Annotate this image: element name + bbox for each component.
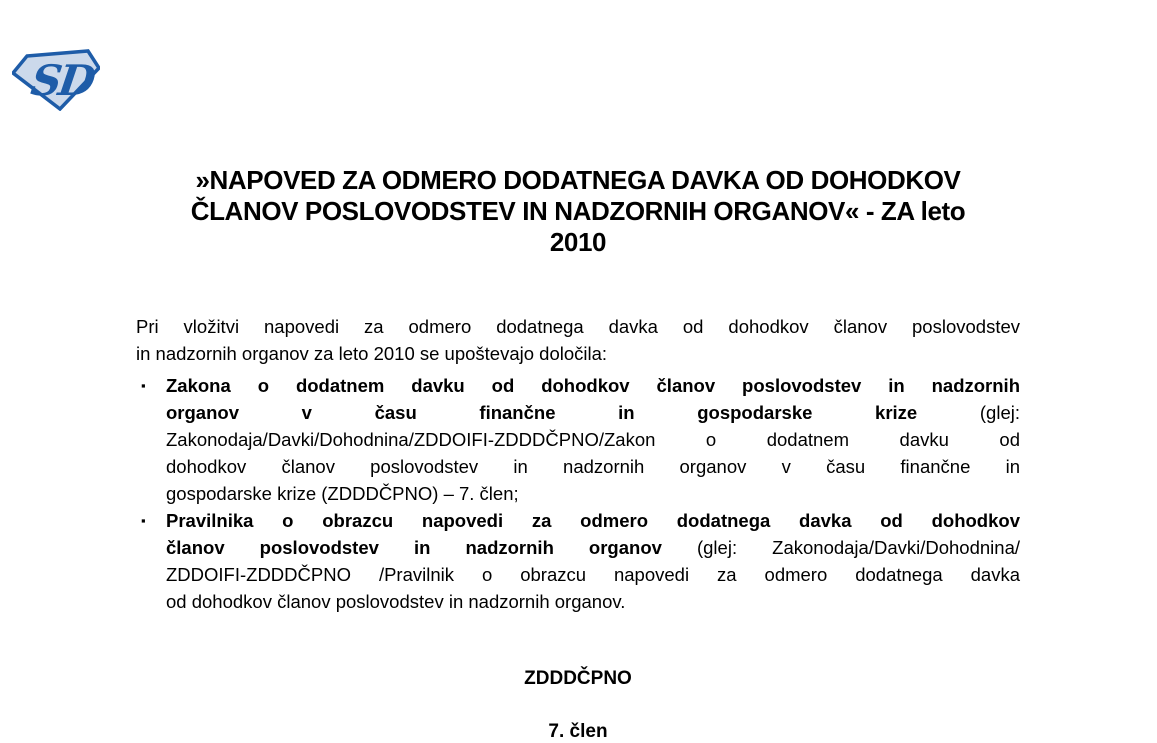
act-abbreviation-heading: ZDDDČPNO bbox=[524, 668, 632, 689]
text-line: ZDDOIFI-ZDDDČPNO /Pravilnik o obrazcu napovedi za odmero dodatnega davka bbox=[166, 564, 1020, 585]
text-line: organov v času finančne in gospodarske krize (glej: bbox=[166, 402, 1020, 423]
text-line: Pravilnika o obrazcu napovedi za odmero dodatnega davka od dohodkov bbox=[166, 510, 1020, 531]
document-body bbox=[136, 0, 1020, 743]
article-heading: 7. člen bbox=[548, 721, 608, 742]
bullet-text bbox=[166, 507, 1020, 615]
document-title bbox=[136, 165, 1020, 258]
text-line: gospodarske krize (ZDDDČPNO) – 7. člen; bbox=[166, 483, 519, 504]
title-line: ČLANOV POSLOVODSTEV IN NADZORNIH ORGANOV« - ZA leto bbox=[190, 196, 966, 226]
text-line: Zakonodaja/Davki/Dohodnina/ZDDOIFI-ZDDDČPNO/Zakon o dodatnem davku od bbox=[166, 429, 1020, 450]
bullet-square-icon: ▪ bbox=[141, 378, 146, 393]
title-line: 2010 bbox=[549, 227, 607, 257]
intro-paragraph bbox=[136, 313, 1020, 367]
logo-monogram: SD bbox=[28, 55, 96, 105]
text-line: od dohodkov članov poslovodstev in nadzornih organov. bbox=[166, 591, 626, 612]
text-line: dohodkov članov poslovodstev in nadzornih organov v času finančne in bbox=[166, 456, 1020, 477]
bullet-item bbox=[136, 372, 1020, 507]
text-line: in nadzornih organov za leto 2010 se upoštevajo določila: bbox=[136, 343, 608, 364]
bullet-item bbox=[136, 507, 1020, 615]
title-line: »NAPOVED ZA ODMERO DODATNEGA DAVKA OD DOHODKOV bbox=[195, 165, 961, 195]
text-line: Pri vložitvi napovedi za odmero dodatnega davka od dohodkov članov poslovodstev bbox=[136, 316, 1020, 337]
bullet-text bbox=[166, 372, 1020, 507]
text-line: članov poslovodstev in nadzornih organov (glej: Zakonodaja/Davki/Dohodnina/ bbox=[166, 537, 1021, 558]
bullet-square-icon: ▪ bbox=[141, 513, 146, 528]
sd-logo bbox=[12, 49, 100, 111]
text-line: Zakona o dodatnem davku od dohodkov članov poslovodstev in nadzornih bbox=[166, 375, 1020, 396]
bullet-list bbox=[136, 372, 1020, 615]
